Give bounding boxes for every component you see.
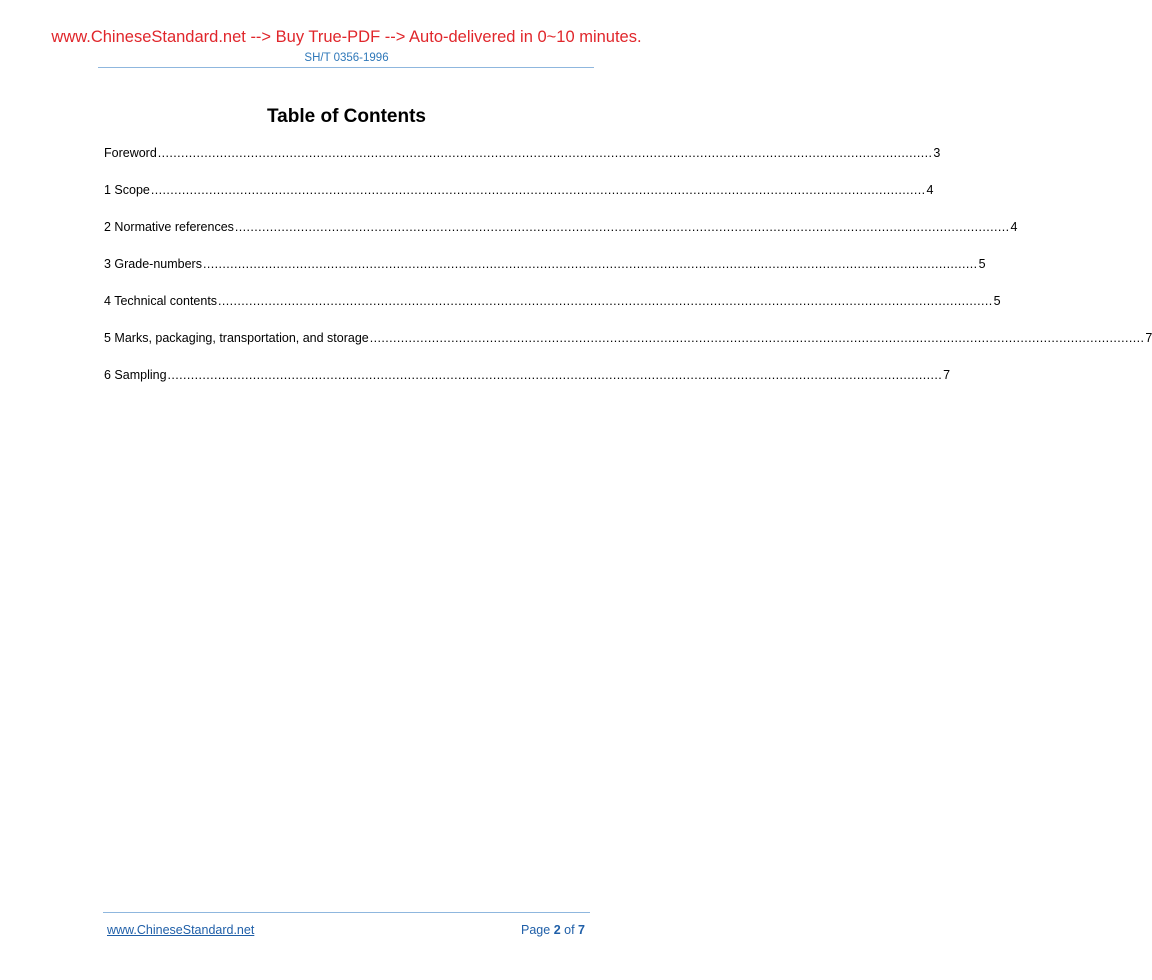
toc-entry-label: 6 Sampling [104,368,167,382]
current-page-number: 2 [553,923,561,937]
toc-title: Table of Contents [266,106,427,127]
toc-entry-label: 1 Scope [104,183,150,197]
toc-list [104,145,1152,404]
document-code: SH/T 0356-1996 [304,52,389,64]
toc-entry-scope[interactable] [104,182,934,219]
page-indicator [521,922,585,938]
toc-entry-foreword[interactable] [104,145,941,182]
total-page-count: 7 [578,923,585,937]
toc-dot-leader: ........................................................................................................................................................................................................ [218,294,993,308]
toc-dot-leader: ........................................................................................................................................................................................................ [167,368,943,382]
toc-entry-label: 3 Grade-numbers [104,257,202,271]
toc-entry-label: 5 Marks, packaging, transportation, and storage [104,331,369,345]
toc-entry-grade-numbers[interactable] [104,256,986,293]
top-banner[interactable]: www.ChineseStandard.net --> Buy True-PDF --> Auto-delivered in 0~10 minutes. [51,28,642,46]
toc-dot-leader: ........................................................................................................................................................................................................ [369,331,1145,345]
toc-entry-page: 7 [1145,331,1152,345]
header-divider [98,67,594,68]
toc-dot-leader: ........................................................................................................................................................................................................ [234,220,1010,234]
toc-entry-page: 4 [926,183,934,197]
toc-entry-page: 5 [978,257,986,271]
page-label: Page [521,923,551,937]
footer-website-link[interactable]: www.ChineseStandard.net [107,923,255,937]
toc-entry-page: 3 [933,146,941,160]
footer-divider [103,912,590,913]
page-of-label: of [564,923,575,937]
toc-entry-label: Foreword [104,146,157,160]
toc-entry-normative-references[interactable] [104,219,1018,256]
toc-entry-page: 5 [993,294,1001,308]
toc-entry-marks-packaging[interactable] [104,330,1152,367]
toc-entry-label: 4 Technical contents [104,294,218,308]
toc-entry-page: 7 [943,368,951,382]
toc-dot-leader: ........................................................................................................................................................................................................ [202,257,978,271]
toc-entry-page: 4 [1010,220,1018,234]
toc-entry-sampling[interactable] [104,367,951,404]
toc-dot-leader: ........................................................................................................................................................................................................ [157,146,933,160]
toc-dot-leader: ........................................................................................................................................................................................................ [150,183,926,197]
toc-entry-label: 2 Normative references [104,220,234,234]
toc-entry-technical-contents[interactable] [104,293,1001,330]
